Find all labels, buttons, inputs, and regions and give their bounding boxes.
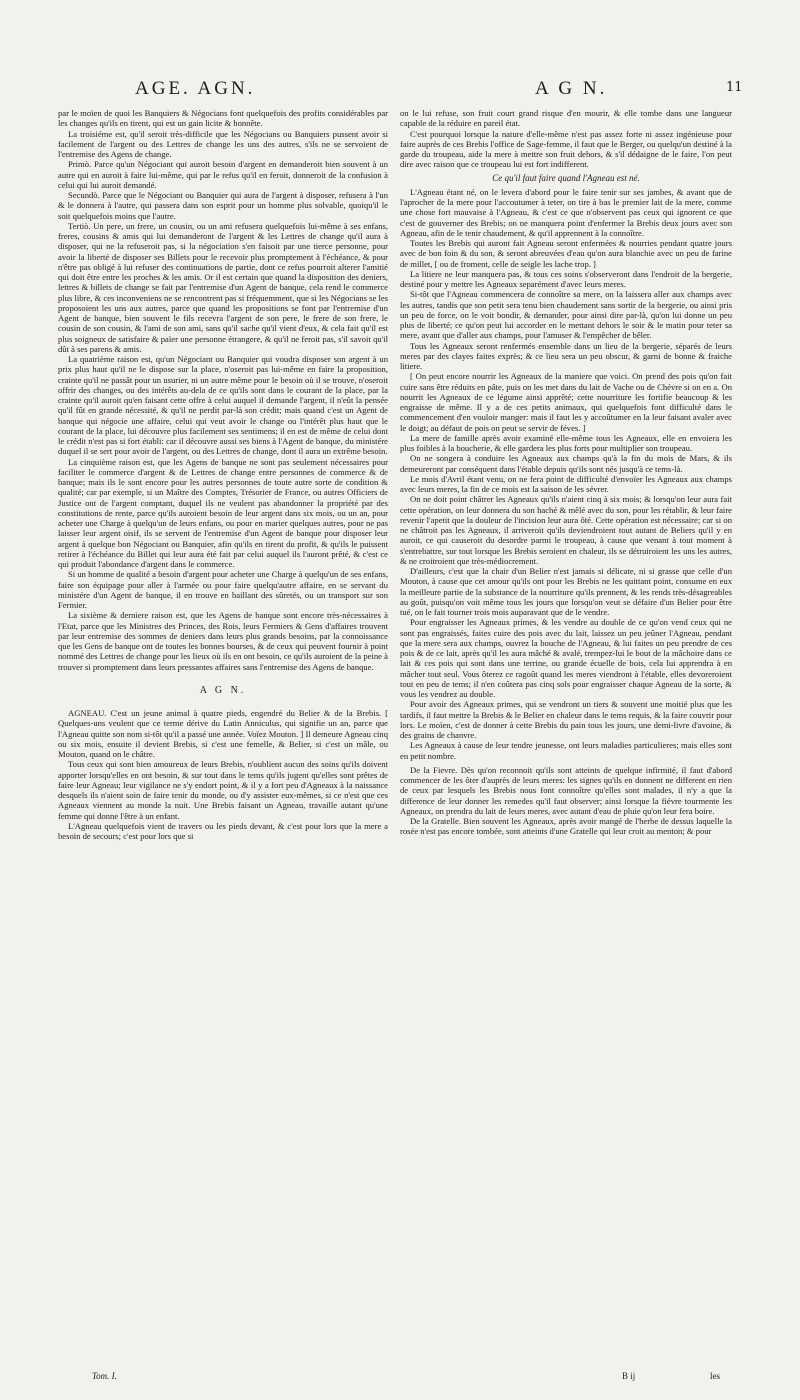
subentry-gratelle: De la Gratelle. Bien souvent les Agneaux, après avoir mangé de l'herbe de dessus laquelle la rosée n'est pas encore tombée, sont atteints d'une Gratelle qui leur croit au menton; & pour [400,816,732,837]
paragraph: C'est pourquoi lorsque la nature d'elle-même n'est pas assez forte ni assez ingénieuse pour faire auprès de ces Brebis l'office de Sage-femme, il faut que le Berger, ou quelqu'un destiné à la garde du troupeau, aide la mere à mettre son fruit dehors, & s'il dédaigne de le faire, l'on peut dire avec raison que ce troupeau lui est fort indifferent. [400,128,732,170]
catchword: les [710,1371,720,1381]
paragraph: La troisiéme est, qu'il seroit très-difficile que les Négocians ou Banquiers pussent avoir si facilement de l'argent ou des Lettres de change les uns des autres, s'ils ne se servoient de l'entremise des Agens de change. [58,128,388,159]
paragraph: [ On peut encore nourrir les Agneaux de la maniere que voici. On prend des pois qu'on fait cuire sans être réduits en pâte, puis on les met dans du lait de Vache ou de Chévre si on en a. On nourrit les Agneaux de ce légume ainsi apprêté; cette nourriture les fortifie beaucoup & les engraisse de même. Il y a de ces petits animaux, qui quelquefois font difficulté dans le commencement d'en vouloir manger: mais il faut les y accoûtumer en la leur faisant avaler avec le doigt; au défaut de pois on peut se servir de féves. ] [400,371,732,433]
paragraph: Toutes les Brebis qui auront fait Agneau seront enfermées & nourries pendant quatre jours avec de bon foin & du son, & seront abreuvées d'eau qu'on aura blanchie avec un peu de farine de millet, [ ou de froment, celle de seigle les lache trop. ] [400,238,732,269]
paragraph: L'Agneau étant né, on le levera d'abord pour le faire tenir sur ses jambes, & avant que de l'aprocher de la mere pour l'accoutumer à teter, on tire à bas le premier lait de la mere, comme une chose fort mauvaise à l'Agneau, & c'est ce que n'observent pas ceux qui ignorent ce que c'est de gouverner des Brebis; on ne manquera point d'enfermer la Brebis deux jours avec son Agneau, afin de le tenir chaudement, & qu'il apprennent à la connoître. [400,186,732,238]
page-number: 11 [726,80,743,95]
running-header [0,78,800,108]
paragraph: On ne songera à conduire les Agneaux aux champs qu'à la fin du mois de Mars, & ils demeureront par conséquent dans l'étable depuis qu'ils sont nés jusqu'à ce tems-là. [400,453,732,474]
paragraph: La sixième & derniere raison est, que les Agens de banque sont encore très-nécessaires à l'Etat, parce que les Ministres des Princes, des Rois, leurs Fermiers & Gens d'affaires trouvent par leur entremise des sommes de deniers dans leurs plus grands besoins, par la connoissance que les Gens de banque ont de toutes les bonnes bourses, & de ceux qui peuvent fournir à point nommé des Lettres de change pour les lieux où ils en ont besoin, ce qu'ils auroient de la peine à trouver si promptement dans leurs pressantes affaires sans l'entremise des Agens de banque. [58,610,388,672]
paragraph: par le moïen de quoi les Banquiers & Négocians font quelquefois des profits considérables par les changes qu'ils en tirent, qui est un gain licite & honnête. [58,108,388,129]
paragraph: La litiere ne leur manquera pas, & tous ces soins s'observeront dans l'endroit de la bergerie, destiné pour y mettre les Agneaux separément d'avec leurs meres. [400,268,732,289]
running-head-right: A G N. [535,78,608,99]
left-column [58,108,388,841]
volume-mark: Tom. I. [92,1371,117,1381]
paragraph: Tous les Agneaux seront renfermés ensemble dans un lieu de la bergerie, séparés de leurs meres par des clayes faites exprès; & ce lieu sera un peu obscur, & garni de bonne & fraiche litiere. [400,340,732,371]
paragraph: Les Agneaux à cause de leur tendre jeunesse, ont leurs maladies particulieres; mais elles sont en petit nombre. [400,740,732,761]
running-head-left: AGE. AGN. [135,78,256,99]
paragraph: Le mois d'Avril étant venu, on ne fera point de difficulté d'envoïer les Agneaux aux champs avec leurs meres, la fin de ce mois est la saison de les sévrer. [400,473,732,494]
paragraph: On ne doit point châtrer les Agneaux qu'ils n'aient cinq à six mois; & lorsqu'on leur aura fait cette opération, on leur donnera du son haché & mêlé avec du son, pour les rétablir, & leur faire revenir l'apetit que la douleur de l'incision leur aura ôté. Cette opération est nécessaire; car si on ne châtroit pas les Agneaux, il arriveroit qu'ils deviendroient tout autant de Beliers qu'il y en auroit, ce qui causeroit du desordre parmi le troupeau, à cause que venant à tout moment à s'entrebattre, sur tout lorsque les Brebis seroient en chaleur, ils se détruiroient les uns les autres, & ne croitroient que très-médiocrement. [400,494,732,566]
paragraph: on le lui refuse, son fruit court grand risque d'en mourir, & elle tombe dans une langueur capable de la réduire en pareil état. [400,108,732,129]
paragraph: Secundò. Parce que le Négociant ou Banquier qui aura de l'argent à disposer, refusera à l'un & le donnera à l'autre, qui passera dans son esprit pour un homme plus solvable, quoiqu'il le soit quelquefois moins que l'autre. [58,190,388,221]
paragraph: La mere de famille après avoir examiné elle-même tous les Agneaux, elle en envoiera les plus foibles à la boucherie, & elle gardera les plus forts pour multiplier son troupeau. [400,432,732,453]
subheading: Ce qu'il faut faire quand l'Agneau est né. [492,172,640,183]
signature-mark: B ij [622,1371,636,1381]
paragraph: La quatrième raison est, qu'un Négociant ou Banquier qui voudra disposer son argent à un prix plus haut qu'il ne le dispose sur la place, n'oseroit pas lui-même en faire la proposition, crainte qu'il ne passât pour un usurier, ni un autre même pour le besoin où il se trouve, n'oseroit offrir des changes, ou des intérêts au-dela de ce qu'ils sont dans le courant de la place, par la crainte qu'il auroit qu'en faisant cette offre à celui auquel il demande l'argent, il n'eût la pensée qu'il fût en grande nécessité, & qu'il ne perdit par-là son crédit; mais quand c'est un Agent de banque qui négocie une affaire, celui qui veut avoir le change ou l'intérêt plus haut que le courant de la place, lui découvre plus facilement ses sentimens; il en est de même de celui dont le crédit n'est pas si fort établi: car il découvre aussi ses biens à l'Agent de banque, du ministére duquel il se sert pour avoir de l'argent, ou des Lettres de change, dont il aura un extrême besoin. [58,354,388,457]
right-column [400,108,732,837]
paragraph: Si un homme de qualité a besoin d'argent pour acheter une Charge à quelqu'un de ses enfans, faire son équipage pour aller à l'armée ou pour faire quelqu'autre affaire, en se servant du ministére d'un Agent de banque, il en trouve en baillant des sûretés, ou un transport sur son Fermier. [58,569,388,610]
paragraph: Si-tôt que l'Agneau commencera de connoître sa mere, on la laissera aller aux champs avec les autres, tandis que son petit sera tenu bien chaudement sans sortir de la bergerie, ou ainsi pris un peu de force, on le voit bondir, & demander, pour ainsi dire par-là, qu'on lui donne un peu plus de liberté; ce qu'on peut lui accorder en le mettant dehors le soir & le matin pour teter sa mere, avant que d'aller aux champs, pour l'amuser & l'empêcher de bêler. [400,289,732,341]
paragraph: L'Agneau quelquefois vient de travers ou les pieds devant, & c'est pour lors que la mere a besoin de secours; c'est pour lors que si [58,820,388,841]
dictionary-entry: AGNEAU. C'est un jeune animal à quatre pieds, engendré du Belier & de la Brebis. [ Quelques-uns veulent que ce terme dérive du Latin Anniculus, qui signifie un an, parce que l'Agneau quitte son nom si-tôt qu'il a passé une année. Voïez Mouton. ] Il demeure Agneau cinq ou six mois, ensuite il devient Brebis, si c'est une femelle, & Belier, si c'est un mâle, ou Mouton, quand on le châtre. [58,708,388,759]
paragraph: La cinquième raison est, que les Agens de banque ne sont pas seulement nécessaires pour faciliter le commerce d'argent & de Lettres de change entre personnes de commerce & de banque; mais ils le sont encore pour les autres personnes de toute autre sorte de condition & qualité; car par exemple, si un Maître des Comptes, Trésorier de France, ou autres Officiers de Justice ont de l'argent comptant, duquel ils ne veulent pas abandonner la propriété par des constitutions de rente, parce qu'ils auroient besoin de leur argent dans six mois, ou un an, pour acheter une Charge à quelqu'un de leurs enfans, ou pour en marier quelques autres, pour ne pas laisser leur argent oisif, ils se servent de l'entremise d'un Agent de banque pour disposer leur argent à quelque bon Négociant ou Banquier, afin qu'ils en tirent du profit, & qu'ils le puissent retirer à l'échéance du Billet qui leur aura été fait par celui auquel ils l'auront prêté, & c'est ce qui produit l'abondance d'argent dans le commerce. [58,456,388,569]
paragraph: Pour avoir des Agneaux primes, qui se vendront un tiers & souvent une moitié plus que les tardifs, il faut mettre la Brebis & le Belier en chaleur dans le tems requis, & la faire couvrir pour lors. Le moïen, c'est de donner à cette Brebis du pain tous les jours, une demi-livre d'avoine, & des grains de chanvre. [400,699,732,740]
paragraph: Tertiò. Un pere, un frere, un cousin, ou un ami refusera quelquefois lui-même à ses enfans, freres, cousins & amis qui lui demanderont de l'argent & les Lettres de change qu'il aura à disposer, qui ne la refuseroit pas, si la négociation s'en faisoit par une tierce personne, pour avoir la liberté de disposer ses Billets pour le recevoir plus promptement à l'échéance, & pour n'être pas obligé à lui refuser des continuations de partie, dont ce refus pourroit alterer l'amitié qui doit être entre les proches & les amis. Or il est certain que quand la disposition des deniers, lettres & billets de change se fait par l'entremise d'un Agent de banque, cela rend le commerce plus libre, & ces inconveniens ne se rencontrent pas si fréquemment, que si les Négocians se les proposoient les uns aux autres, parce que quand les propositions se font par l'entremise d'un Agent de banque, bien souvent le fils recevra l'argent de son pere, le frere de son frere, le cousin de son cousin, & l'ami de son ami, sans qu'il sache qu'il vient d'eux, & cela fait qu'il est plus soigneux de satisfaire & païer une personne étrangere, & qu'il ne feroit pas, s'il savoit qu'il dût à ses parens & amis. [58,220,388,354]
paragraph: Tous ceux qui sont bien amoureux de leurs Brebis, n'oublient aucun des soins qu'ils doivent apporter lorsqu'elles en ont besoin, & sur tout dans le tems qu'ils jugent qu'elles sont prêtes de faire leur Agneau; leur vigilance ne s'y endort point, & il y a fort peu d'Agneaux à la naissance desquels ils n'aient soin de faire tenir du monde, ou d'y assister eux-mêmes, si ce n'est que ces Agneaux viennent au monde la nuit. Une Brebis faisant un Agneau, travaille autant qu'une femme qui donne l'être à un enfant. [58,759,388,821]
paragraph: Primò. Parce qu'un Négociant qui auroit besoin d'argent en demanderoit bien souvent à un autre qui en auroit à faire lui-même, qui par le refus qu'il en feroit, donneroit de la confusion à celui qui lui auroit demandé. [58,159,388,190]
section-title: A G N. [199,684,247,696]
paragraph: Pour engraisser les Agneaux primes, & les vendre au double de ce qu'on vend ceux qui ne sont pas engraissés, faites cuire des pois avec du lait, laissez un peu jeûner l'Agneau, pendant que la mere sera aux champs, ouvrez la bouche de l'Agneau, & lui faites un peu prendre de ces pois & de ce lait, après qu'il les aura mâché & avalé, trempez-lui le bout de la mâchoire dans ce lait & ces pois qui sont dans une terrine, ou grande écuelle de bois, cela lui apprendra à en mâcher tout seul. Vous ôterez ce ragoût quand les meres viendront à l'étable, elles devoreroient tout en peu de tems; il n'en coûtera pas cinq sols pour engraisser chaque Agneau de la sorte, & vous les vendrez au double. [400,617,732,699]
paragraph: D'ailleurs, c'est que la chair d'un Belier n'est jamais si délicate, ni si grasse que celle d'un Mouton, à cause que cet amour qu'ils ont pour les Brebis ne les quittant point, consume en eux la meilleure partie de la substance de la nourriture qu'ils prennent, & les rends très-désagreables au goût, puisqu'on voit même tous les jours que lorsqu'on veut se défaire d'un Belier pour être tué, on le fait tourner trois mois auparavant que de le vendre. [400,566,732,617]
page-footer [0,1371,800,1385]
subentry-fievre: De la Fievre. Dès qu'on reconnoit qu'ils sont atteints de quelque infirmité, il faut d'abord commencer de les ôter d'auprès de leurs meres: les signes qu'ils en donnent ne different en rien de ceux par lesquels les Brebis nous font connoître qu'elles sont malades, il n'y a que la difference de leur donner les remedes qu'il faut observer; ainsi lorsque la fiévre tourmente les Agneaux, on prendra du lait de leurs meres, avec autant d'eau de pluie qu'on leur fera boire. [400,764,732,816]
